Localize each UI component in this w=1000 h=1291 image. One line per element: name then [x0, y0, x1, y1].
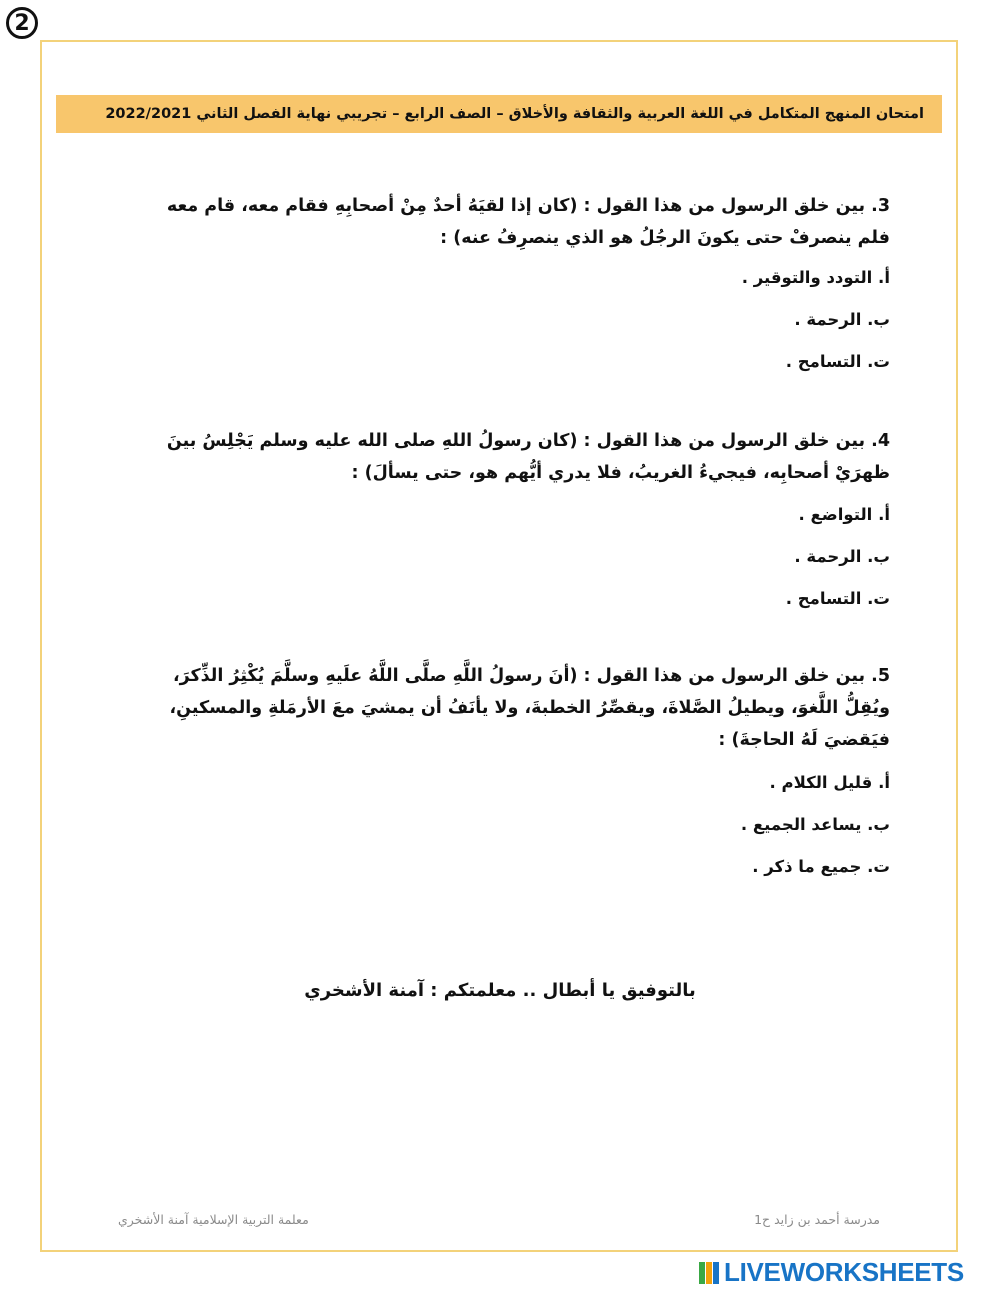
option-label: أ. قليل الكلام . — [769, 773, 890, 792]
closing-message: بالتوفيق يا أبطال .. معلمتكم : آمنة الأشخري — [304, 980, 696, 1001]
option-label: ت. التسامح . — [785, 352, 890, 371]
question-3-option-c[interactable] — [150, 352, 890, 382]
footer-teacher: معلمة التربية الإسلامية آمنة الأشخري — [118, 1212, 309, 1227]
brand-name: LIVEWORKSHEETS — [724, 1257, 964, 1287]
question-5-text: 5. بين خلق الرسول من هذا القول : (أنَ رسولُ اللَّهِ صلَّى اللَّهُ علَيهِ وسلَّمَ يُكْثِرُ الذِّكرَ، ويُقِلُّ اللَّغوَ، ويطيلُ الصَّلاةَ، ويقصِّرُ الخطبةَ، ولا يأنَفُ أن يمشيَ معَ الأرمَلةِ والمسكينِ، فيَقضيَ لَهُ الحاجةَ) : — [169, 666, 890, 750]
option-label: أ. التواضع . — [798, 505, 890, 524]
question-4-text: 4. بين خلق الرسول من هذا القول : (كان رسولُ اللهِ صلى الله عليه وسلم يَجْلِسُ بينَ ظهرَيْ أصحابِه، فيجيءُ الغريبُ، فلا يدري أيُّهم هو، حتى يسألَ) : — [166, 431, 890, 483]
question-3-text: 3. بين خلق الرسول من هذا القول : (كان إذا لقيَهُ أحدٌ مِنْ أصحابِهِ فقام معه، قام معه فلم ينصرفْ حتى يكونَ الرجُلُ هو الذي ينصرِفُ عنه) : — [166, 196, 890, 248]
exam-header: امتحان المنهج المتكامل في اللغة العربية والثقافة والأخلاق – الصف الرابع – تجريبي نهاية الفصل الثاني 2022/2021 — [56, 95, 942, 133]
question-4-option-a[interactable] — [150, 505, 890, 535]
liveworksheets-brand[interactable] — [698, 1257, 964, 1288]
question-5-option-c[interactable] — [150, 857, 890, 887]
liveworksheets-logo-icon — [698, 1261, 720, 1285]
option-label: ب. الرحمة . — [794, 547, 890, 566]
footer-school: مدرسة أحمد بن زايد ح1 — [754, 1212, 880, 1227]
option-label: ت. التسامح . — [785, 589, 890, 608]
option-label: أ. التودد والتوقير . — [741, 268, 890, 287]
question-3 — [150, 190, 890, 254]
question-3-option-b[interactable] — [150, 310, 890, 340]
question-5 — [150, 660, 890, 756]
option-label: ب. يساعد الجميع . — [740, 815, 890, 834]
option-label: ب. الرحمة . — [794, 310, 890, 329]
question-3-option-a[interactable] — [150, 268, 890, 298]
question-5-option-b[interactable] — [150, 815, 890, 845]
page-number-badge: 2 — [6, 7, 38, 39]
question-4-option-c[interactable] — [150, 589, 890, 619]
option-label: ت. جميع ما ذكر . — [752, 857, 890, 876]
question-5-option-a[interactable] — [150, 773, 890, 803]
question-4-option-b[interactable] — [150, 547, 890, 577]
question-4 — [150, 425, 890, 489]
